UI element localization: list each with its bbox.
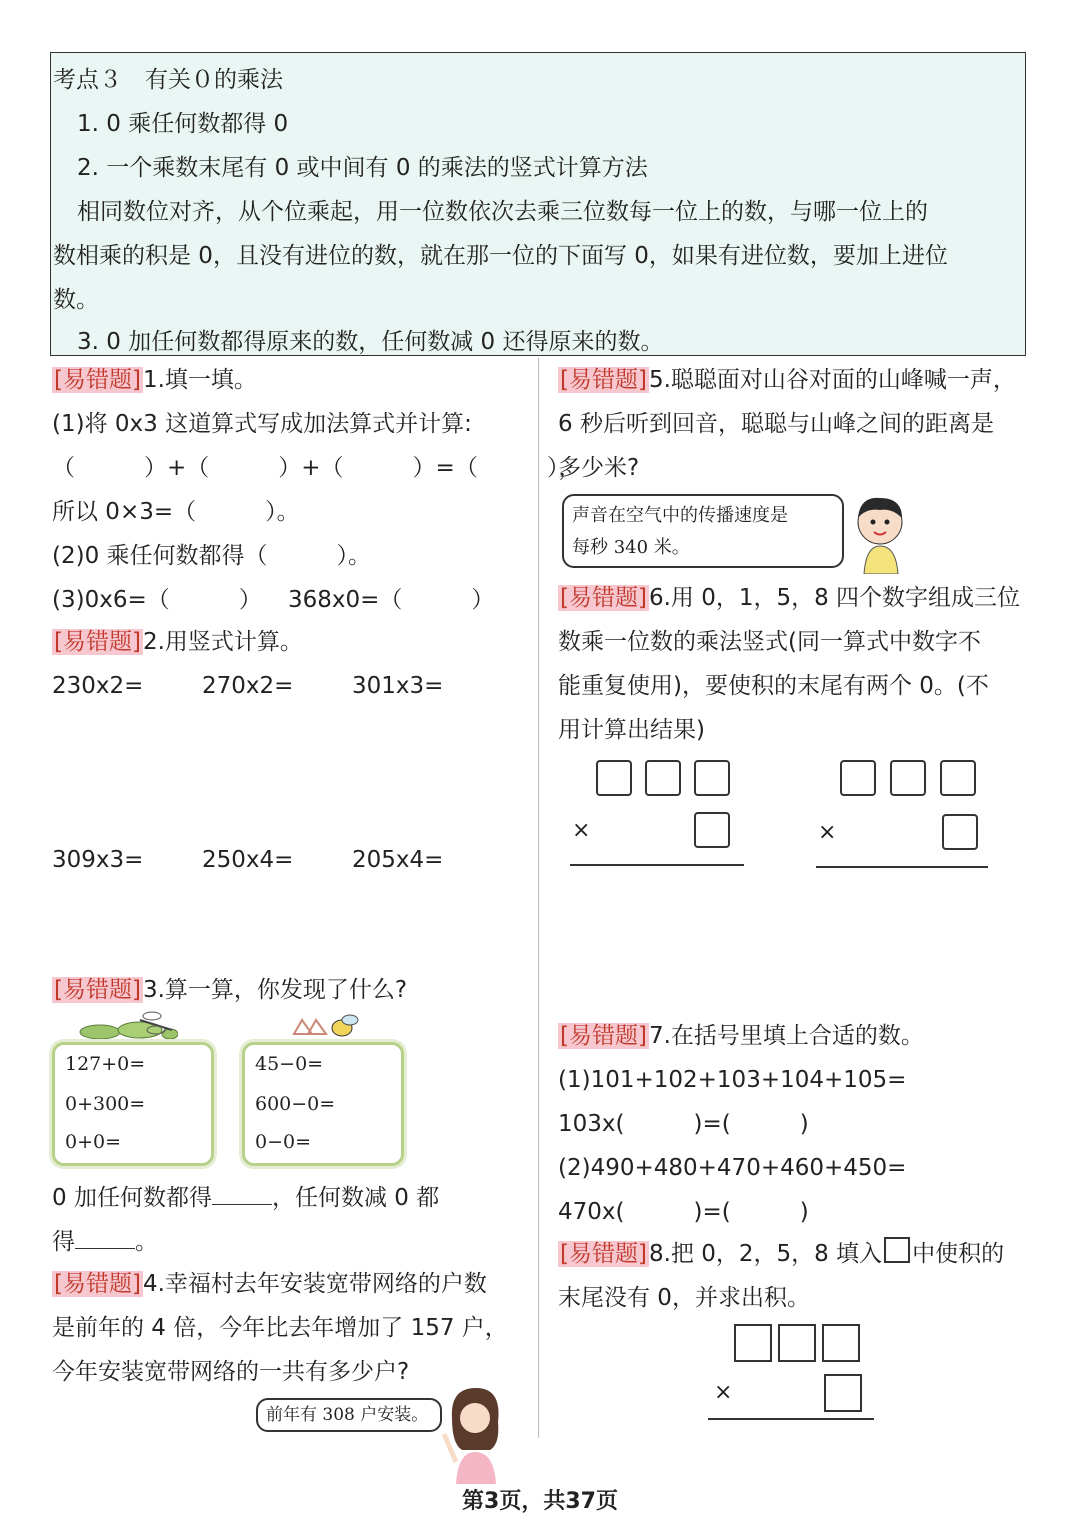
digit-box[interactable] <box>694 760 730 796</box>
knowledge-point-2-detail-c: 数。 <box>53 287 99 313</box>
knowledge-point-3: 3. 0 加任何数都得原来的数，任何数减 0 还得原来的数。 <box>77 329 664 355</box>
error-prone-tag: [易错题] <box>54 977 141 1003</box>
q5-line1: 5.聪聪面对山谷对面的山峰喊一声， <box>648 367 1016 393</box>
multiply-sign: × <box>572 818 591 843</box>
knowledge-title: 考点３ 有关０的乘法 <box>53 67 283 93</box>
dragonfly-icon <box>134 1010 176 1036</box>
q2-problem: 250x4= <box>202 847 294 873</box>
q8-line1a: 8.把 0，2，5，8 填入 <box>648 1241 883 1267</box>
q2-problem: 301x3= <box>352 673 444 699</box>
digit-box[interactable] <box>596 760 632 796</box>
error-prone-tag: [易错题] <box>54 629 141 655</box>
q3-conclusion-text: 得 <box>52 1229 75 1255</box>
empty-box-icon <box>884 1237 910 1263</box>
answer-blank[interactable] <box>75 1222 135 1249</box>
q6-line4: 用计算出结果) <box>558 717 705 743</box>
digit-box[interactable] <box>645 760 681 796</box>
girl-illustration-icon <box>440 1384 510 1484</box>
q7-heading <box>558 1014 924 1058</box>
digit-box[interactable] <box>942 814 978 850</box>
q8-line1b: 中使积的 <box>912 1241 1005 1267</box>
q5-hint-bubble <box>562 494 844 568</box>
q2-heading <box>52 620 303 664</box>
knowledge-point-2: 2. 一个乘数末尾有 0 或中间有 0 的乘法的竖式计算方法 <box>77 155 648 181</box>
multiply-sign: × <box>818 820 837 845</box>
knowledge-box <box>50 52 1026 356</box>
q4-hint-bubble: 前年有 308 户安装。 <box>256 1398 442 1432</box>
q3-title: 3.算一算，你发现了什么? <box>142 977 408 1003</box>
digit-box[interactable] <box>940 760 976 796</box>
q6-line1: 6.用 0，1，5，8 四个数字组成三位 <box>648 585 1021 611</box>
bee-icon <box>290 1012 366 1040</box>
card-equation: 45−0= <box>255 1053 324 1075</box>
knowledge-point-1: 1. 0 乘任何数都得 0 <box>77 111 289 137</box>
q5-hint-line2: 每秒 340 米。 <box>572 537 690 558</box>
digit-box[interactable] <box>822 1324 860 1362</box>
q2-problem: 309x3= <box>52 847 144 873</box>
q5-heading <box>558 358 1016 402</box>
q8-heading <box>558 1232 1004 1276</box>
card-equation: 0−0= <box>255 1131 312 1153</box>
q3-conclusion-line2 <box>52 1220 158 1264</box>
q7-sub1: (1)101+102+103+104+105= <box>558 1067 907 1093</box>
calc-line <box>708 1418 874 1420</box>
q2-problem: 270x2= <box>202 673 294 699</box>
q4-heading <box>52 1262 487 1306</box>
digit-box[interactable] <box>840 760 876 796</box>
q5-hint-line1: 声音在空气中的传播速度是 <box>572 505 788 526</box>
digit-box[interactable] <box>778 1324 816 1362</box>
q3-heading <box>52 968 407 1012</box>
answer-blank[interactable] <box>212 1178 272 1205</box>
calc-line <box>570 864 744 866</box>
q1-sub1: (1)将 0x3 这道算式写成加法算式并计算: <box>52 411 472 437</box>
error-prone-tag: [易错题] <box>560 1023 647 1049</box>
q7-sub2: (2)490+480+470+460+450= <box>558 1155 907 1181</box>
q2-problem: 205x4= <box>352 847 444 873</box>
calc-line <box>816 866 988 868</box>
card-equation: 600−0= <box>255 1093 336 1115</box>
subtraction-card <box>242 1042 404 1166</box>
q3-conclusion-text: 。 <box>135 1229 158 1255</box>
error-prone-tag: [易错题] <box>54 1271 141 1297</box>
q6-heading <box>558 576 1020 620</box>
q1-sub3a: (3)0x6=（ ） <box>52 587 262 613</box>
q7-sub2-answer: 470x( )=( ) <box>558 1199 809 1225</box>
digit-box[interactable] <box>694 812 730 848</box>
q4-line3: 今年安装宽带网络的一共有多少户? <box>52 1359 410 1385</box>
q2-title: 2.用竖式计算。 <box>142 629 303 655</box>
knowledge-point-2-detail-a: 相同数位对齐，从个位乘起，用一位数依次去乘三位数每一位上的数，与哪一位上的 <box>77 199 928 225</box>
digit-box[interactable] <box>734 1324 772 1362</box>
multiply-sign: × <box>714 1380 733 1405</box>
q1-heading <box>52 358 257 402</box>
digit-box[interactable] <box>890 760 926 796</box>
q1-sub3b: 368x0=（ ） <box>288 587 495 613</box>
q4-line2: 是前年的 4 倍，今年比去年增加了 157 户， <box>52 1315 508 1341</box>
q6-line3: 能重复使用)，要使积的末尾有两个 0。(不 <box>558 673 989 699</box>
q6-line2: 数乘一位数的乘法竖式(同一算式中数字不 <box>558 629 981 655</box>
error-prone-tag: [易错题] <box>560 367 647 393</box>
q1-title: 1.填一填。 <box>142 367 257 393</box>
q3-conclusion-text: 0 加任何数都得 <box>52 1185 212 1211</box>
q7-title: 7.在括号里填上合适的数。 <box>648 1023 924 1049</box>
q1-sub1-result: 所以 0×3=（ ）。 <box>52 499 300 525</box>
boy-illustration-icon <box>846 490 918 574</box>
card-equation: 0+0= <box>65 1131 122 1153</box>
card-equation: 0+300= <box>65 1093 146 1115</box>
q4-line1: 4.幸福村去年安装宽带网络的户数 <box>142 1271 487 1297</box>
error-prone-tag: [易错题] <box>560 585 647 611</box>
card-equation: 127+0= <box>65 1053 146 1075</box>
q2-problem: 230x2= <box>52 673 144 699</box>
addition-card <box>52 1042 214 1166</box>
q1-sub2: (2)0 乘任何数都得（ ）。 <box>52 543 372 569</box>
q3-conclusion-line1 <box>52 1176 439 1220</box>
knowledge-point-2-detail-b: 数相乘的积是 0，且没有进位的数，就在那一位的下面写 0，如果有进位数，要加上进位 <box>53 243 948 269</box>
q8-line2: 末尾没有 0，并求出积。 <box>558 1285 810 1311</box>
error-prone-tag: [易错题] <box>54 367 141 393</box>
q7-sub1-answer: 103x( )=( ) <box>558 1111 809 1137</box>
q3-conclusion-text: ，任何数减 0 都 <box>271 1185 440 1211</box>
q1-sub1-equation: （ ）+（ ）+（ ）=（ ）， <box>52 455 582 481</box>
q5-line2: 6 秒后听到回音，聪聪与山峰之间的距离是 <box>558 411 994 437</box>
error-prone-tag: [易错题] <box>560 1241 647 1267</box>
digit-box[interactable] <box>824 1374 862 1412</box>
page-footer: 第3页，共37页 <box>462 1489 618 1514</box>
column-divider <box>538 358 539 1438</box>
q5-line3: 多少米? <box>558 455 640 481</box>
